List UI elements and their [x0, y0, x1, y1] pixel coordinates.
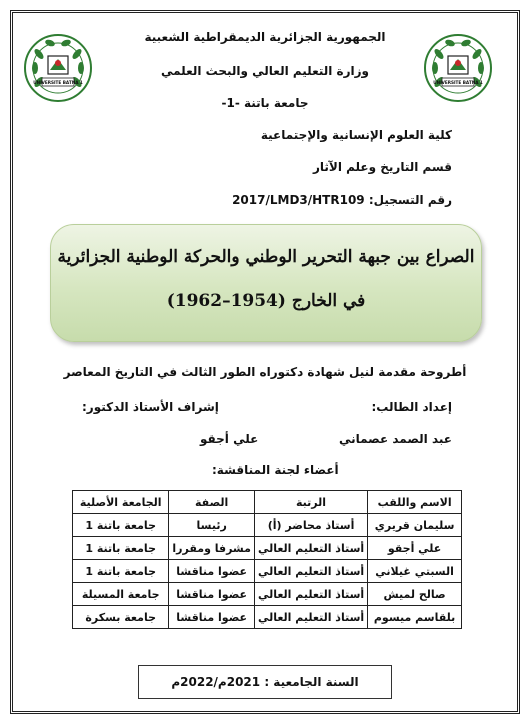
- ministry-header: وزارة التعليم العالي والبحث العلمي: [160, 64, 370, 78]
- header-role: الصفة: [169, 491, 255, 514]
- department-line: قسم التاريخ وعلم الآثار: [312, 160, 452, 174]
- republic-header: الجمهورية الجزائرية الديمقراطية الشعبية: [144, 30, 386, 44]
- member-role: عضوا مناقشا: [169, 560, 255, 583]
- member-name: سليمان قريري: [368, 514, 462, 537]
- member-name: علي أجقو: [368, 537, 462, 560]
- university-header: جامعة باتنة -1-: [221, 96, 309, 110]
- student-name: عبد الصمد عصماني: [338, 432, 452, 446]
- member-rank: أستاذ التعليم العالي: [254, 560, 367, 583]
- registration-number: 2017/LMD3/HTR109: [232, 193, 365, 207]
- header-name: الاسم واللقب: [368, 491, 462, 514]
- member-university: جامعة باتنة 1: [73, 537, 169, 560]
- academic-year-box: السنة الجامعية : 2021م/2022م: [138, 665, 392, 699]
- member-university: جامعة باتنة 1: [73, 560, 169, 583]
- committee-header-row: [73, 491, 462, 514]
- table-row: [73, 514, 462, 537]
- member-university: جامعة بسكرة: [73, 606, 169, 629]
- member-university: جامعة باتنة 1: [73, 514, 169, 537]
- registration-line: [232, 193, 452, 207]
- member-university: جامعة المسيلة: [73, 583, 169, 606]
- member-rank: أستاذ محاضر (أ): [254, 514, 367, 537]
- member-name: بلقاسم ميسوم: [368, 606, 462, 629]
- table-row: [73, 606, 462, 629]
- thesis-title-box: [50, 224, 482, 342]
- member-rank: أستاذ التعليم العالي: [254, 606, 367, 629]
- thesis-statement: أطروحة مقدمة لنيل شهادة دكتوراه الطور الثالث في التاريخ المعاصر: [63, 365, 467, 379]
- header-university: الجامعة الأصلية: [73, 491, 169, 514]
- registration-label: رقم التسجيل:: [368, 193, 452, 207]
- member-name: السبتي غيلاني: [368, 560, 462, 583]
- supervisor-label: إشراف الأستاذ الدكتور:: [82, 400, 219, 414]
- logo-text-left: UNIVERSITE BATNA 1: [33, 80, 83, 85]
- member-rank: أستاذ التعليم العالي: [254, 583, 367, 606]
- member-role: رئيسا: [169, 514, 255, 537]
- student-label: إعداد الطالب:: [371, 400, 452, 414]
- table-row: [73, 560, 462, 583]
- member-role: مشرفا ومقررا: [169, 537, 255, 560]
- table-row: [73, 537, 462, 560]
- member-name: صالح لميش: [368, 583, 462, 606]
- thesis-title-line-2: في الخارج (1954–1962): [166, 291, 366, 311]
- committee-label: أعضاء لجنة المناقشة:: [212, 463, 339, 477]
- committee-table: [72, 490, 462, 629]
- member-rank: أستاذ التعليم العالي: [254, 537, 367, 560]
- faculty-line: كلية العلوم الإنسانية والإجتماعية: [260, 128, 452, 142]
- logo-text-right: UNIVERSITE BATNA 1: [433, 80, 483, 85]
- table-row: [73, 583, 462, 606]
- supervisor-name: علي أجقو: [200, 432, 259, 446]
- thesis-title-line-1: الصراع بين جبهة التحرير الوطني والحركة الوطنية الجزائرية: [57, 247, 475, 267]
- member-role: عضوا مناقشا: [169, 606, 255, 629]
- member-role: عضوا مناقشا: [169, 583, 255, 606]
- header-rank: الرتبة: [254, 491, 367, 514]
